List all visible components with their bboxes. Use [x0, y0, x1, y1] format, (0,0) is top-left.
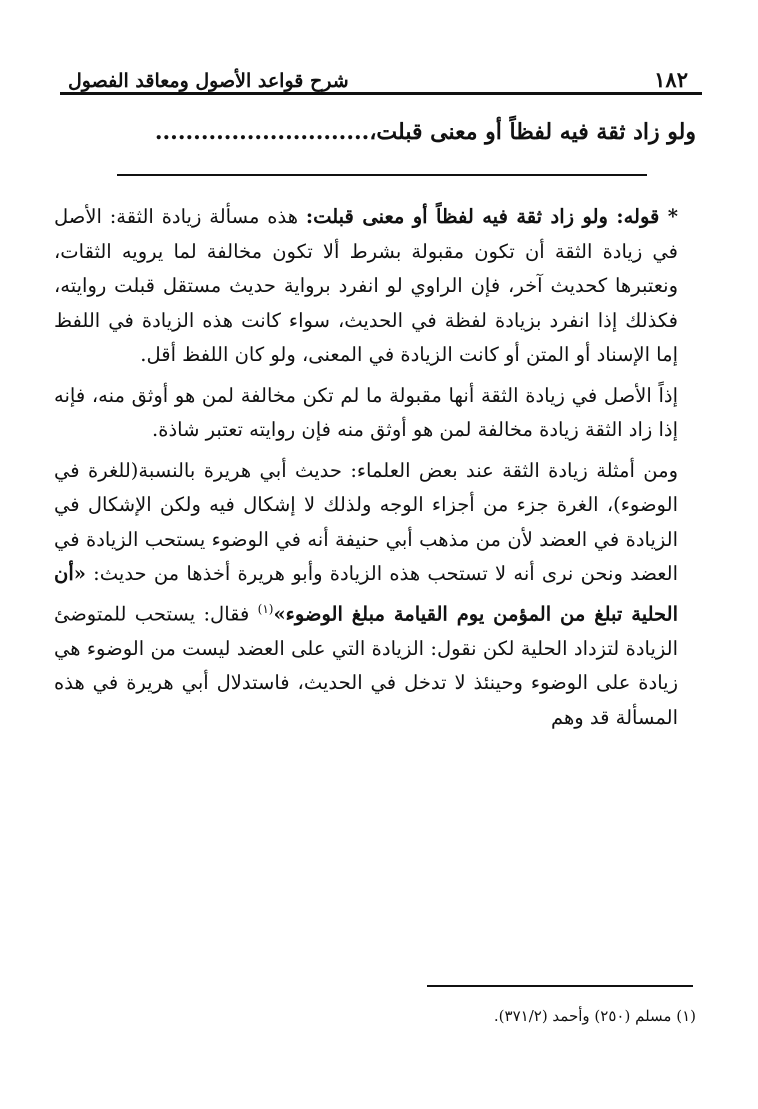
running-title: شرح قواعد الأصول ومعاقد الفصول — [68, 70, 349, 92]
paragraph-1 — [54, 200, 696, 373]
paragraph-1-text: هذه مسألة زيادة الثقة: الأصل في زيادة الثقة أن تكون مقبولة بشرط ألا تكون مخالفة لما يرويه الثقات، ونعتبرها كحديث آخر، فإن الراوي لو انفرد برواية حديث مستقل قبلت روايته، فكذلك إذا انفرد بزيادة لفظة في الحديث، سواء كانت هذه الزيادة في اللفظ إما الإسناد أو المتن أو كانت الزيادة في المعنى، ولو كان اللفظ أقل. — [54, 205, 678, 366]
matn-dots: ............................ — [154, 119, 370, 145]
header-rule — [60, 92, 702, 95]
paragraph-3 — [54, 454, 696, 736]
page-header — [60, 58, 702, 92]
paragraph-3-text-a: ومن أمثلة زيادة الثقة عند بعض العلماء: حديث أبي هريرة بالنسبة(للغرة في الوضوء)، الغرة جزء من أجزاء الوجه ولذلك لا إشكال فيه ولكن الإشكال في الزيادة في العضد لأن من مذهب أبي حنيفة أنه في الوضوء يستحب الزيادة في العضد ونحن نرى أنه لا تستحب هذه الزيادة وأبو هريرة أخذها من حديث: — [54, 458, 678, 585]
page-number: ١٨٢ — [654, 67, 688, 92]
paragraph-2: إذاً الأصل في زيادة الثقة أنها مقبولة ما لم تكن مخالفة لمن هو أوثق منه، فإنه إذا زاد الثقة زيادة مخالفة لمن هو أوثق منه فإن روايته تعتبر شاذة. — [54, 383, 678, 441]
footnote: (١) مسلم (٢٥٠) وأحمد (٣٧١/٢). — [493, 1007, 696, 1025]
matn-text — [56, 112, 696, 152]
footnote-rule — [427, 985, 693, 987]
matn-rule — [117, 174, 647, 176]
paragraph-1-lead: * قوله: ولو زاد ثقة فيه لفظاً أو معنى قبلت: — [305, 205, 678, 228]
hadith-quote: «أن الحلية تبلغ من المؤمن يوم القيامة مبلغ الوضوء» — [54, 562, 678, 625]
footnote-ref[interactable]: (١) — [257, 601, 274, 616]
paragraph-3-text-b: فقال: يستحب للمتوضئ الزيادة لتزداد الحلية لكن نقول: الزيادة التي على العضد ليست من الوضوء هي زيادة على الوضوء وحينئذ لا تدخل في الحديث، فاستدلال أبي هريرة في هذه المسألة قد وهم — [54, 602, 678, 729]
commentary-body — [54, 200, 696, 735]
matn-line: ولو زاد ثقة فيه لفظاً أو معنى قبلت، — [369, 119, 696, 145]
